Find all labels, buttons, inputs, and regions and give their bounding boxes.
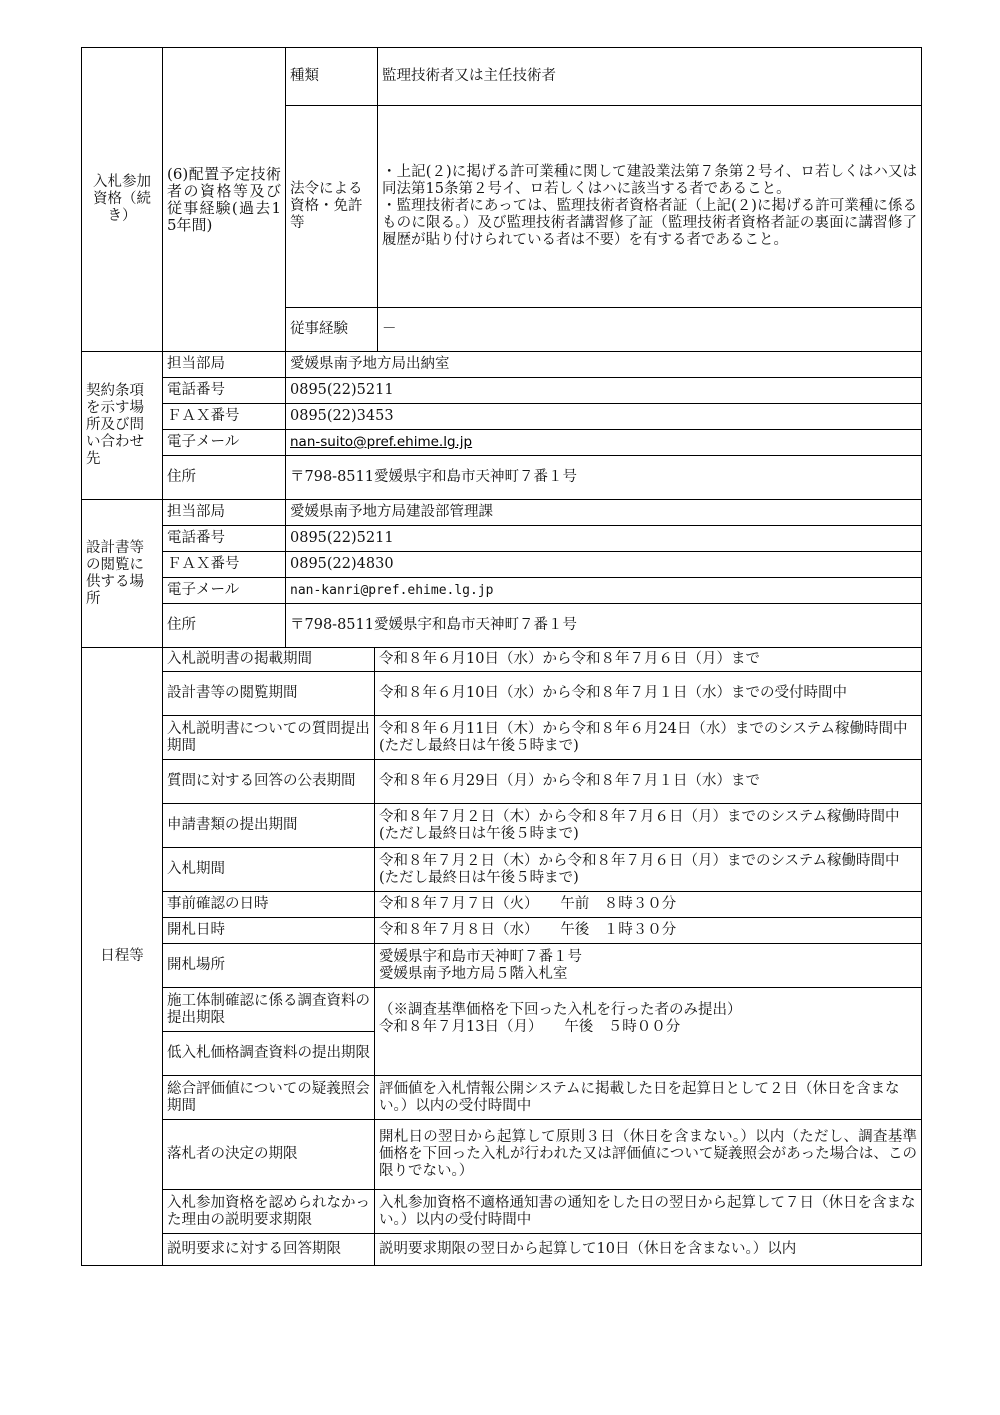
- schedule-value: 令和８年７月２日（木）から令和８年７月６日（月）までのシステム稼働時間中(ただし最終日は午後５時まで): [375, 848, 922, 892]
- schedule-label: 開札日時: [163, 918, 375, 944]
- contract-address-value: 〒798-8511愛媛県宇和島市天神町７番１号: [286, 456, 922, 500]
- design-fax-label: ＦＡＸ番号: [163, 552, 286, 578]
- qualification-subcategory: (6)配置予定技術者の資格等及び従事経験(過去15年間): [163, 48, 286, 352]
- schedule-label: 事前確認の日時: [163, 892, 375, 918]
- schedule-label: 開札場所: [163, 944, 375, 988]
- schedule-label: 低入札価格調査資料の提出期限: [163, 1032, 375, 1076]
- design-email-label: 電子メール: [163, 578, 286, 604]
- schedule-label: 入札参加資格を認められなかった理由の説明要求期限: [163, 1190, 375, 1234]
- qualification-table: [81, 47, 922, 352]
- design-table: [81, 499, 922, 648]
- contract-dept-label: 担当部局: [163, 352, 286, 378]
- design-email-value: nan-kanri@pref.ehime.lg.jp: [290, 583, 494, 598]
- schedule-category: 日程等: [82, 648, 163, 1266]
- experience-value: －: [378, 308, 922, 352]
- schedule-label: 入札説明書についての質問提出期間: [163, 716, 375, 760]
- schedule-value: 入札参加資格不適格通知書の通知をした日の翌日から起算して７日（休日を含まない。）以内の受付時間中: [375, 1190, 922, 1234]
- qualification-category: 入札参加資格（続き）: [82, 48, 163, 352]
- schedule-value: 令和８年６月11日（木）から令和８年６月24日（水）までのシステム稼働時間中(ただし最終日は午後５時まで): [375, 716, 922, 760]
- schedule-value: 令和８年６月10日（水）から令和８年７月１日（水）までの受付時間中: [375, 672, 922, 716]
- schedule-label: 入札期間: [163, 848, 375, 892]
- schedule-value: 愛媛県宇和島市天神町７番１号 愛媛県南予地方局５階入札室: [375, 944, 922, 988]
- design-address-label: 住所: [163, 604, 286, 648]
- schedule-label: 申請書類の提出期間: [163, 804, 375, 848]
- shared-deadline-value: （※調査基準価格を下回った入札を行った者のみ提出） 令和８年７月13日（月） 午後 ５時００分: [375, 988, 922, 1076]
- contract-email-link[interactable]: nan-suito@pref.ehime.lg.jp: [290, 434, 473, 450]
- design-fax-value: 0895(22)4830: [286, 552, 922, 578]
- schedule-label: 総合評価値についての疑義照会期間: [163, 1076, 375, 1120]
- type-label: 種類: [286, 48, 378, 106]
- license-label: 法令による資格・免許等: [286, 106, 378, 308]
- contract-table: [81, 351, 922, 500]
- schedule-label: 入札説明書の掲載期間: [163, 648, 375, 672]
- schedule-value: 令和８年７月２日（木）から令和８年７月６日（月）までのシステム稼働時間中(ただし最終日は午後５時まで): [375, 804, 922, 848]
- schedule-label: 説明要求に対する回答期限: [163, 1234, 375, 1266]
- schedule-label: 設計書等の閲覧期間: [163, 672, 375, 716]
- design-category: 設計書等の閲覧に供する場所: [82, 500, 163, 648]
- contract-fax-label: ＦＡＸ番号: [163, 404, 286, 430]
- type-value: 監理技術者又は主任技術者: [378, 48, 922, 106]
- contract-email-label: 電子メール: [163, 430, 286, 456]
- schedule-value: 令和８年６月29日（月）から令和８年７月１日（水）まで: [375, 760, 922, 804]
- license-value: ・上記(２)に掲げる許可業種に関して建設業法第７条第２号イ、ロ若しくはハ又は同法第15条第２号イ、ロ若しくはハに該当する者であること。 ・監理技術者にあっては、監理技術者資格者証（上記(２)に掲げる許可業種に係るものに限る。）及び監理技術者講習修了証（監理技術者資格者証の裏面に講習修了履歴が貼り付けられている者は不要）を有する者であること。: [378, 106, 922, 308]
- contract-dept-value: 愛媛県南予地方局出納室: [286, 352, 922, 378]
- schedule-value: 令和８年７月８日（水） 午後 １時３０分: [375, 918, 922, 944]
- design-dept-value: 愛媛県南予地方局建設部管理課: [286, 500, 922, 526]
- design-dept-label: 担当部局: [163, 500, 286, 526]
- schedule-table: [81, 647, 922, 1266]
- contract-fax-value: 0895(22)3453: [286, 404, 922, 430]
- contract-category: 契約条項を示す場所及び問い合わせ先: [82, 352, 163, 500]
- design-phone-label: 電話番号: [163, 526, 286, 552]
- schedule-value: 説明要求期限の翌日から起算して10日（休日を含まない。）以内: [375, 1234, 922, 1266]
- schedule-label: 施工体制確認に係る調査資料の提出期限: [163, 988, 375, 1032]
- schedule-value: 令和８年６月10日（水）から令和８年７月６日（月）まで: [375, 648, 922, 672]
- contract-phone-value: 0895(22)5211: [286, 378, 922, 404]
- experience-label: 従事経験: [286, 308, 378, 352]
- document-body: [81, 47, 921, 1266]
- schedule-label: 落札者の決定の期限: [163, 1120, 375, 1190]
- schedule-value: 開札日の翌日から起算して原則３日（休日を含まない。）以内（ただし、調査基準価格を下回った入札が行われた又は評価値について疑義照会があった場合は、この限りでない。）: [375, 1120, 922, 1190]
- design-phone-value: 0895(22)5211: [286, 526, 922, 552]
- contract-phone-label: 電話番号: [163, 378, 286, 404]
- contract-address-label: 住所: [163, 456, 286, 500]
- design-address-value: 〒798-8511愛媛県宇和島市天神町７番１号: [286, 604, 922, 648]
- schedule-label: 質問に対する回答の公表期間: [163, 760, 375, 804]
- schedule-value: 令和８年７月７日（火） 午前 ８時３０分: [375, 892, 922, 918]
- schedule-value: 評価値を入札情報公開システムに掲載した日を起算日として２日（休日を含まない。）以内の受付時間中: [375, 1076, 922, 1120]
